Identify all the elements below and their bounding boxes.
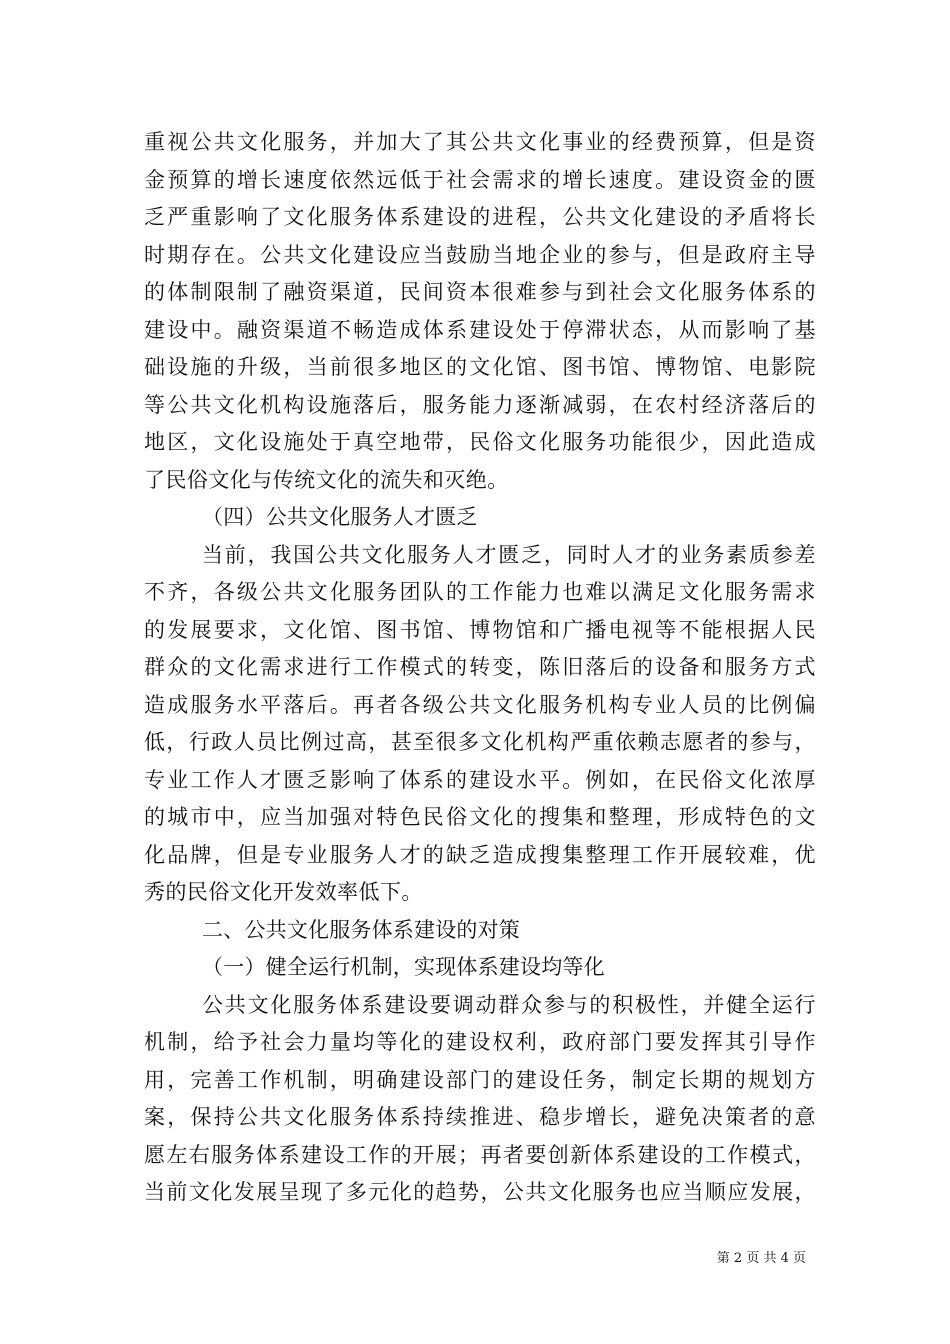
paragraph-line: 了民俗文化与传统文化的流失和灭绝。 (144, 467, 509, 492)
paragraph-line: 愿左右服务体系建设工作的开展；再者要创新体系建设的工作模式， (144, 1142, 816, 1167)
paragraph-line: 金预算的增长速度依然远低于社会需求的增长速度。建设资金的匮 (144, 167, 816, 192)
paragraph-line: 用，完善工作机制，明确建设部门的建设任务，制定长期的规划方 (144, 1067, 816, 1092)
paragraph-line: 等公共文化机构设施落后，服务能力逐渐减弱，在农村经济落后的 (144, 392, 816, 417)
paragraph-line: 乏严重影响了文化服务体系建设的进程，公共文化建设的矛盾将长 (144, 205, 816, 229)
document-body (144, 124, 816, 1212)
page-number: 第 2 页 共 4 页 (716, 1251, 806, 1266)
paragraph-line: 的城市中，应当加强对特色民俗文化的搜集和整理，形成特色的文 (144, 805, 816, 829)
paragraph-line: 专业工作人才匮乏影响了体系的建设水平。例如，在民俗文化浓厚 (144, 767, 816, 792)
paragraph-line: 的发展要求，文化馆、图书馆、博物馆和广播电视等不能根据人民 (144, 617, 816, 642)
section-heading: 二、公共文化服务体系建设的对策 (202, 917, 520, 942)
paragraph-line: 建设中。融资渠道不畅造成体系建设处于停滞状态，从而影响了基 (144, 317, 816, 342)
paragraph-line: 时期存在。公共文化建设应当鼓励当地企业的参与，但是政府主导 (144, 242, 816, 267)
paragraph-line: 造成服务水平落后。再者各级公共文化服务机构专业人员的比例偏 (144, 692, 816, 717)
paragraph-line: 机制，给予社会力量均等化的建设权利，政府部门要发挥其引导作 (144, 1030, 816, 1054)
paragraph-line: 不齐，各级公共文化服务团队的工作能力也难以满足文化服务需求 (144, 580, 816, 604)
paragraph-line: 当前，我国公共文化服务人才匮乏，同时人才的业务素质参差 (202, 542, 816, 567)
paragraph-line: 重视公共文化服务，并加大了其公共文化事业的经费预算，但是资 (144, 130, 816, 154)
paragraph-line: 的体制限制了融资渠道，民间资本很难参与到社会文化服务体系的 (144, 280, 816, 304)
paragraph-line: 化品牌，但是专业服务人才的缺乏造成搜集整理工作开展较难，优 (144, 842, 816, 867)
paragraph-line: 低，行政人员比例过高，甚至很多文化机构严重依赖志愿者的参与， (144, 730, 816, 754)
paragraph-line: 础设施的升级，当前很多地区的文化馆、图书馆、博物馆、电影院 (144, 355, 816, 379)
paragraph-line: 群众的文化需求进行工作模式的转变，陈旧落后的设备和服务方式 (144, 655, 816, 679)
section-heading: （四）公共文化服务人才匮乏 (202, 505, 478, 529)
paragraph-line: 秀的民俗文化开发效率低下。 (144, 880, 423, 904)
paragraph-line: 地区，文化设施处于真空地带，民俗文化服务功能很少，因此造成 (144, 430, 816, 454)
section-heading: （一）健全运行机制，实现体系建设均等化 (202, 955, 605, 979)
paragraph-line: 公共文化服务体系建设要调动群众参与的积极性，并健全运行 (202, 992, 816, 1017)
paragraph-line: 当前文化发展呈现了多元化的趋势，公共文化服务也应当顺应发展， (144, 1180, 816, 1204)
paragraph-line: 案，保持公共文化服务体系持续推进、稳步增长，避免决策者的意 (144, 1105, 816, 1129)
